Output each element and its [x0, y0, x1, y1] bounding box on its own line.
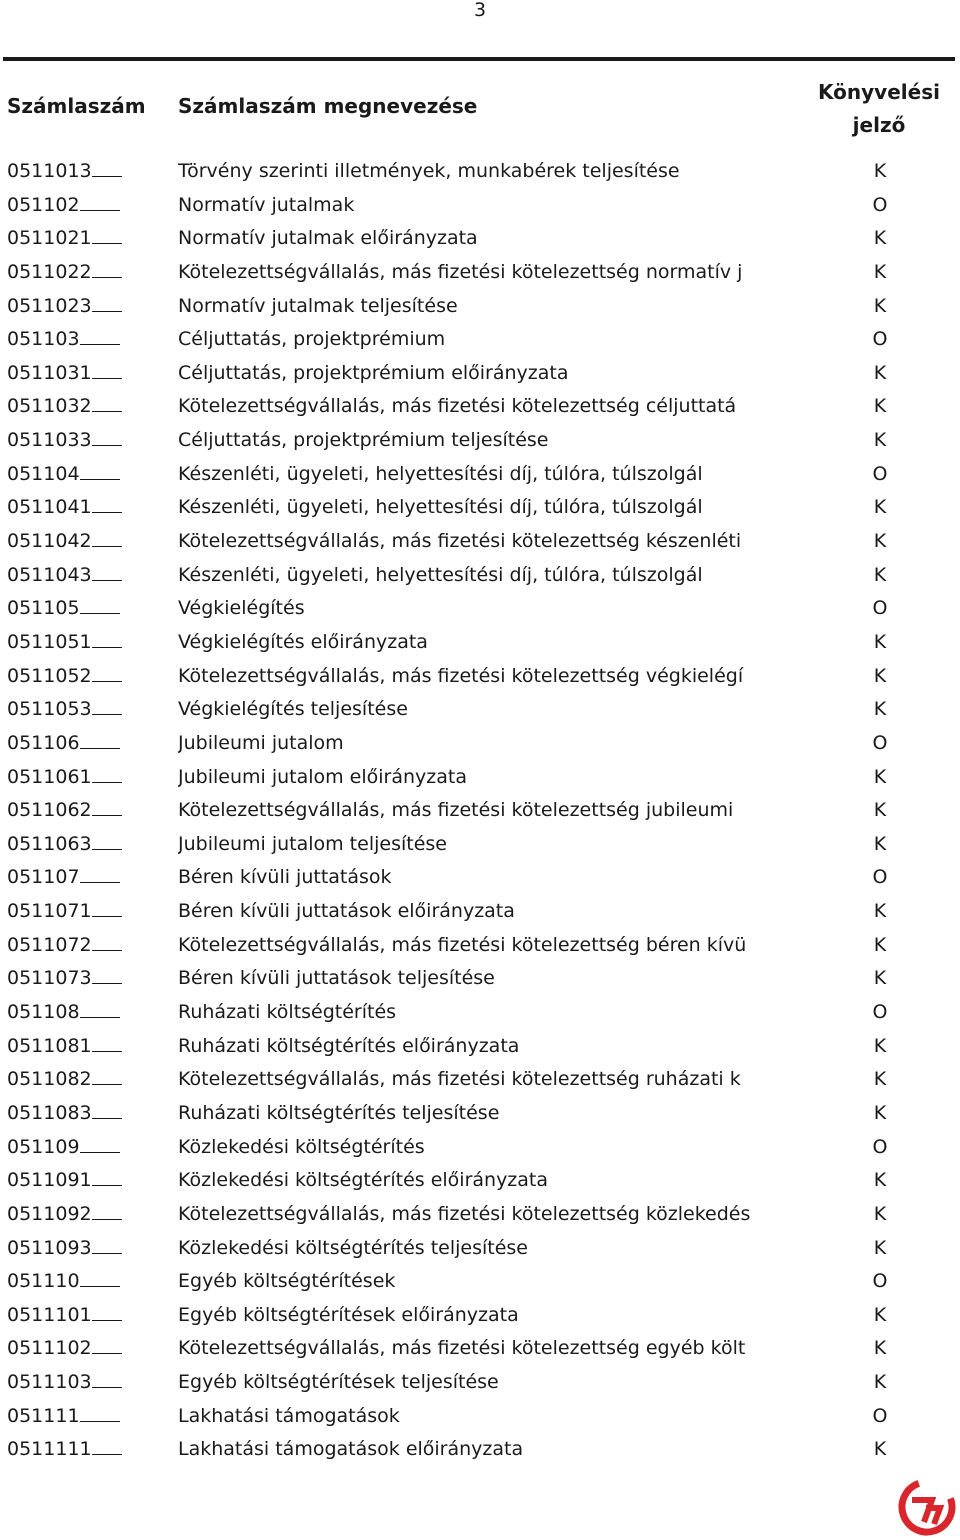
account-code-cell — [7, 1299, 122, 1333]
table-row — [0, 559, 960, 593]
account-name: Kötelezettségvállalás, más fizetési kötelezettség jubileumi — [178, 799, 734, 822]
account-code: 0511093 — [7, 1236, 92, 1259]
account-code-blank-line — [92, 175, 122, 177]
account-code: 0511051 — [7, 630, 92, 653]
account-name: Végkielégítés előirányzata — [178, 630, 428, 653]
account-code-cell — [7, 1198, 122, 1232]
account-name: Céljuttatás, projektprémium teljesítése — [178, 429, 549, 452]
account-name: Lakhatási támogatások előirányzata — [178, 1438, 524, 1461]
account-code: 0511103 — [7, 1371, 92, 1394]
account-name: Jubileumi jutalom — [178, 731, 344, 754]
account-name: Készenléti, ügyeleti, helyettesítési díj, túlóra, túlszolgál — [178, 462, 703, 485]
account-code-cell — [7, 1400, 120, 1434]
account-name: Béren kívüli juttatások előirányzata — [178, 900, 515, 923]
account-code-blank-line — [92, 680, 122, 682]
account-code-cell — [7, 761, 122, 795]
account-name: Ruházati költségtérítés — [178, 1001, 397, 1024]
booking-flag: O — [872, 1270, 888, 1293]
account-code: 0511101 — [7, 1303, 92, 1326]
booking-flag: K — [873, 1034, 887, 1057]
booking-flag: K — [873, 1101, 887, 1124]
account-code: 051107 — [7, 866, 80, 889]
table-row — [0, 794, 960, 828]
account-code: 0511021 — [7, 227, 92, 250]
table-row — [0, 626, 960, 660]
account-code-cell — [7, 458, 120, 492]
booking-flag: K — [873, 799, 887, 822]
account-code-cell — [7, 222, 122, 256]
account-code-blank-line — [92, 579, 122, 581]
account-code-blank-line — [92, 1352, 122, 1354]
table-row — [0, 761, 960, 795]
account-name: Végkielégítés teljesítése — [178, 698, 408, 721]
table-row — [0, 155, 960, 189]
account-name: Kötelezettségvállalás, más fizetési kötelezettség egyéb költ — [178, 1337, 746, 1360]
table-row — [0, 1030, 960, 1064]
booking-flag: K — [873, 765, 887, 788]
account-code-blank-line — [80, 343, 120, 345]
table-row — [0, 996, 960, 1030]
booking-flag: K — [873, 260, 887, 283]
account-code: 0511071 — [7, 900, 92, 923]
account-code: 0511041 — [7, 496, 92, 519]
account-code-blank-line — [92, 1252, 122, 1254]
table-row — [0, 357, 960, 391]
account-code-cell — [7, 996, 120, 1030]
account-code-cell — [7, 1433, 122, 1467]
table-row — [0, 861, 960, 895]
account-name: Kötelezettségvállalás, más fizetési kötelezettség normatív j — [178, 260, 743, 283]
account-name: Kötelezettségvállalás, más fizetési kötelezettség céljuttatá — [178, 395, 737, 418]
account-code-cell — [7, 929, 122, 963]
booking-flag: K — [873, 832, 887, 855]
account-name: Ruházati költségtérítés előirányzata — [178, 1034, 520, 1057]
account-code-cell — [7, 895, 122, 929]
table-row — [0, 222, 960, 256]
booking-flag: O — [872, 328, 888, 351]
account-code: 0511043 — [7, 563, 92, 586]
account-code: 0511061 — [7, 765, 92, 788]
account-code-blank-line — [80, 612, 120, 614]
account-code: 0511063 — [7, 832, 92, 855]
account-code-cell — [7, 828, 122, 862]
account-code-cell — [7, 559, 122, 593]
account-code-cell — [7, 290, 122, 324]
table-row — [0, 895, 960, 929]
account-name: Kötelezettségvállalás, más fizetési kötelezettség készenléti — [178, 530, 742, 553]
account-code: 0511052 — [7, 664, 92, 687]
account-code-cell — [7, 357, 122, 391]
table-row — [0, 390, 960, 424]
account-code-blank-line — [80, 747, 120, 749]
booking-flag: K — [873, 1236, 887, 1259]
account-code-blank-line — [80, 1151, 120, 1153]
account-code: 0511091 — [7, 1169, 92, 1192]
account-name: Egyéb költségtérítések előirányzata — [178, 1303, 519, 1326]
account-code: 0511102 — [7, 1337, 92, 1360]
account-code: 0511022 — [7, 260, 92, 283]
booking-flag: K — [873, 1169, 887, 1192]
booking-flag: O — [872, 462, 888, 485]
booking-flag: K — [873, 160, 887, 182]
account-code: 0511072 — [7, 933, 92, 956]
booking-flag: K — [873, 1438, 887, 1461]
account-code-blank-line — [80, 1420, 120, 1422]
account-code: 051104 — [7, 462, 80, 485]
account-code: 0511031 — [7, 361, 92, 384]
account-code-blank-line — [80, 1285, 120, 1287]
booking-flag: K — [873, 1068, 887, 1091]
table-row — [0, 1265, 960, 1299]
table-row — [0, 290, 960, 324]
account-code-cell — [7, 962, 122, 996]
booking-flag: K — [873, 294, 887, 317]
account-name: Törvény szerinti illetmények, munkabérek teljesítése — [178, 160, 680, 182]
table-row — [0, 323, 960, 357]
booking-flag: O — [872, 731, 888, 754]
account-code-cell — [7, 1097, 122, 1131]
account-code-cell — [7, 1332, 122, 1366]
brand-logo-icon — [896, 1478, 958, 1536]
account-name: Kötelezettségvállalás, más fizetési kötelezettség végkielégí — [178, 664, 744, 687]
account-code-blank-line — [92, 511, 122, 513]
column-header-account-name: Számlaszám megnevezése — [178, 94, 478, 118]
account-code-blank-line — [92, 444, 122, 446]
account-code-blank-line — [80, 478, 120, 480]
account-name: Ruházati költségtérítés teljesítése — [178, 1101, 500, 1124]
account-code: 0511081 — [7, 1034, 92, 1057]
booking-flag: K — [873, 900, 887, 923]
table-row — [0, 1232, 960, 1266]
account-name: Közlekedési költségtérítés előirányzata — [178, 1169, 549, 1192]
table-row — [0, 525, 960, 559]
account-code-blank-line — [92, 242, 122, 244]
account-code-blank-line — [80, 209, 120, 211]
booking-flag: K — [873, 496, 887, 519]
table-row — [0, 424, 960, 458]
table-row — [0, 929, 960, 963]
account-code: 0511083 — [7, 1101, 92, 1124]
account-code-cell — [7, 660, 122, 694]
table-row — [0, 1366, 960, 1400]
booking-flag: K — [873, 1202, 887, 1225]
column-header-booking-flag-line2: jelző — [852, 113, 906, 137]
booking-flag: K — [873, 630, 887, 653]
account-code-cell — [7, 861, 120, 895]
booking-flag: O — [872, 866, 888, 889]
table-row — [0, 491, 960, 525]
account-name: Normatív jutalmak teljesítése — [178, 294, 458, 317]
account-code: 051108 — [7, 1001, 80, 1024]
account-code-cell — [7, 424, 122, 458]
account-code: 051103 — [7, 328, 80, 351]
account-code-cell — [7, 189, 120, 223]
column-header-booking-flag-line1: Könyvelési — [818, 80, 940, 104]
table-row — [0, 660, 960, 694]
account-code-blank-line — [92, 814, 122, 816]
account-code-blank-line — [92, 1117, 122, 1119]
account-code: 0511042 — [7, 530, 92, 553]
account-name: Egyéb költségtérítések teljesítése — [178, 1371, 499, 1394]
account-name: Béren kívüli juttatások — [178, 866, 392, 889]
table-row — [0, 1131, 960, 1165]
account-code-cell — [7, 592, 120, 626]
account-name: Készenléti, ügyeleti, helyettesítési díj, túlóra, túlszolgál — [178, 563, 703, 586]
page-number: 3 — [473, 0, 487, 21]
account-code-blank-line — [92, 781, 122, 783]
booking-flag: K — [873, 664, 887, 687]
account-name: Kötelezettségvállalás, más fizetési kötelezettség közlekedés — [178, 1202, 751, 1225]
account-code-blank-line — [92, 982, 122, 984]
account-code-blank-line — [92, 915, 122, 917]
account-name: Jubileumi jutalom előirányzata — [178, 765, 468, 788]
table-header — [0, 78, 960, 140]
account-code: 0511023 — [7, 294, 92, 317]
table-row — [0, 592, 960, 626]
account-code-blank-line — [92, 1319, 122, 1321]
account-code-blank-line — [92, 1083, 122, 1085]
booking-flag: O — [872, 1404, 888, 1427]
column-header-account-number: Számlaszám — [7, 94, 146, 118]
account-name: Jubileumi jutalom teljesítése — [178, 832, 447, 855]
account-table-body — [0, 155, 960, 1467]
booking-flag: K — [873, 429, 887, 452]
table-row — [0, 828, 960, 862]
account-name: Közlekedési költségtérítés teljesítése — [178, 1236, 528, 1259]
account-code-blank-line — [92, 410, 122, 412]
account-code-cell — [7, 491, 122, 525]
table-row — [0, 1198, 960, 1232]
table-row — [0, 189, 960, 223]
account-code-blank-line — [92, 1386, 122, 1388]
account-code-cell — [7, 794, 122, 828]
account-code-cell — [7, 323, 120, 357]
account-code: 051102 — [7, 193, 80, 216]
booking-flag: O — [872, 597, 888, 620]
account-name: Egyéb költségtérítések — [178, 1270, 396, 1293]
booking-flag: K — [873, 530, 887, 553]
account-code: 051105 — [7, 597, 80, 620]
account-code-cell — [7, 390, 122, 424]
account-code-cell — [7, 256, 122, 290]
header-rule — [3, 57, 955, 61]
account-code: 0511082 — [7, 1068, 92, 1091]
account-name: Normatív jutalmak előirányzata — [178, 227, 478, 250]
account-name: Végkielégítés — [178, 597, 305, 620]
account-code-blank-line — [80, 881, 120, 883]
account-name: Céljuttatás, projektprémium — [178, 328, 446, 351]
table-row — [0, 693, 960, 727]
booking-flag: K — [873, 227, 887, 250]
table-row — [0, 1164, 960, 1198]
account-code-cell — [7, 626, 122, 660]
booking-flag: K — [873, 563, 887, 586]
account-code-blank-line — [92, 545, 122, 547]
booking-flag: O — [872, 193, 888, 216]
table-row — [0, 256, 960, 290]
table-row — [0, 1433, 960, 1467]
account-name: Lakhatási támogatások — [178, 1404, 400, 1427]
account-code: 0511092 — [7, 1202, 92, 1225]
booking-flag: O — [872, 1001, 888, 1024]
account-code: 051109 — [7, 1135, 80, 1158]
account-code-blank-line — [92, 713, 122, 715]
account-code-cell — [7, 727, 120, 761]
account-code-blank-line — [80, 1016, 120, 1018]
account-code-cell — [7, 525, 122, 559]
account-code: 051106 — [7, 731, 80, 754]
booking-flag: K — [873, 1337, 887, 1360]
account-code: 051110 — [7, 1270, 80, 1293]
account-code: 0511073 — [7, 967, 92, 990]
account-code-blank-line — [92, 646, 122, 648]
account-code-blank-line — [92, 1453, 122, 1455]
account-name: Készenléti, ügyeleti, helyettesítési díj, túlóra, túlszolgál — [178, 496, 703, 519]
account-code: 0511033 — [7, 429, 92, 452]
account-code-cell — [7, 1131, 120, 1165]
account-name: Közlekedési költségtérítés — [178, 1135, 425, 1158]
account-code-blank-line — [92, 310, 122, 312]
column-header-booking-flag — [815, 76, 943, 142]
table-row — [0, 1332, 960, 1366]
account-name: Béren kívüli juttatások teljesítése — [178, 967, 495, 990]
account-name: Kötelezettségvállalás, más fizetési kötelezettség ruházati k — [178, 1068, 741, 1091]
booking-flag: K — [873, 361, 887, 384]
account-code-cell — [7, 1063, 122, 1097]
account-code: 0511013 — [7, 160, 92, 182]
account-code-blank-line — [92, 377, 122, 379]
account-code-cell — [7, 155, 122, 189]
account-code-cell — [7, 1366, 122, 1400]
table-row — [0, 1400, 960, 1434]
table-row — [0, 1299, 960, 1333]
account-code-blank-line — [92, 1050, 122, 1052]
table-row — [0, 1097, 960, 1131]
table-row — [0, 1063, 960, 1097]
account-code-blank-line — [92, 276, 122, 278]
booking-flag: K — [873, 1303, 887, 1326]
account-code: 0511053 — [7, 698, 92, 721]
account-name: Normatív jutalmak — [178, 193, 355, 216]
table-row — [0, 962, 960, 996]
account-code-blank-line — [92, 1184, 122, 1186]
account-code-cell — [7, 1164, 122, 1198]
account-code-blank-line — [92, 1218, 122, 1220]
table-row — [0, 458, 960, 492]
booking-flag: K — [873, 698, 887, 721]
account-code-cell — [7, 1232, 122, 1266]
account-code: 051111 — [7, 1404, 80, 1427]
table-row — [0, 727, 960, 761]
account-code: 0511062 — [7, 799, 92, 822]
booking-flag: K — [873, 395, 887, 418]
booking-flag: K — [873, 1371, 887, 1394]
account-name: Céljuttatás, projektprémium előirányzata — [178, 361, 569, 384]
booking-flag: K — [873, 967, 887, 990]
account-code-cell — [7, 1265, 120, 1299]
account-code: 0511032 — [7, 395, 92, 418]
account-code-cell — [7, 693, 122, 727]
account-code: 0511111 — [7, 1438, 92, 1461]
account-name: Kötelezettségvállalás, más fizetési kötelezettség béren kívü — [178, 933, 747, 956]
booking-flag: O — [872, 1135, 888, 1158]
account-code-blank-line — [92, 949, 122, 951]
booking-flag: K — [873, 933, 887, 956]
account-code-blank-line — [92, 848, 122, 850]
account-code-cell — [7, 1030, 122, 1064]
